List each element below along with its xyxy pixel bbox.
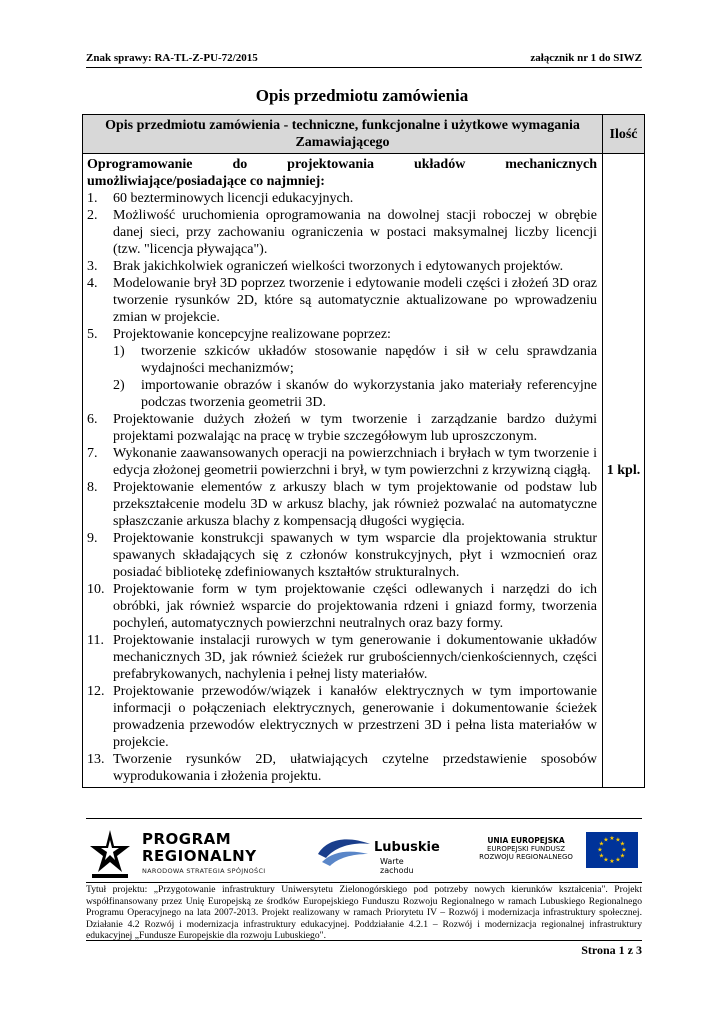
page-number: Strona 1 z 3 <box>581 943 642 957</box>
lubuskie-emblem-icon <box>314 832 374 872</box>
svg-text:★: ★ <box>615 836 621 844</box>
svg-text:★: ★ <box>598 840 605 848</box>
description-column-header: Opis przedmiotu zamówienia - techniczne, funkcjonalne i użytkowe wymagania Zamawiającego <box>83 115 603 154</box>
eu-flag-icon <box>586 832 638 868</box>
sub-list-item: 1) tworzenie szkiców układów stosowanie napędów i sił w celu sprawdzania wydajności mechanizmów; <box>113 344 597 376</box>
requirements-cell <box>83 154 603 788</box>
list-item: 8. Projektowanie elementów z arkuszy blach w tym projektowanie od podstaw lub przekształcenie modelu 3D w arkusz blachy, jak również pozwalać na automatyczne spłaszczanie arkusza blachy z kompensacją długości wygięcia. <box>87 480 597 529</box>
list-item: 10. Projektowanie form w tym projektowanie części odlewanych i narzędzi do ich obróbki, jak również wsparcie do projektowania rdzeni i gniazd formy, tworzenia pochyleń, automatycznych powierzchni neutralnych oraz bazy formy. <box>87 582 597 631</box>
quantity-cell: 1 kpl. <box>603 154 645 788</box>
case-reference: Znak sprawy: RA-TL-Z-PU-72/2015 <box>86 52 258 64</box>
list-item: 12. Projektowanie przewodów/wiązek i kanałów elektrycznych w tym importowanie informacji o połączeniach elektrycznych, generowanie i dokumentowanie ścieżek prowadzenia przewodów elektrycznych w przestrzeni 3D i pełna lista materiałów w projekcie. <box>87 684 597 750</box>
list-item: 13. Tworzenie rysunków 2D, ułatwiających czytelne przedstawienie sposobów wyprodukowania i złożenia projektu. <box>87 752 597 784</box>
program-regionalny-logo: PROGRAM REGIONALNY NARODOWA STRATEGIA SPÓJNOŚCI <box>142 830 266 875</box>
page-title: Opis przedmiotu zamówienia <box>255 86 469 105</box>
list-item: 2. Możliwość uruchomienia oprogramowania na dowolnej stacji roboczej w obrębie danej sieci, przy zachowaniu ograniczenia w postaci maksymalnej liczby licencji (tzw. "licencja pływająca"). <box>87 208 597 257</box>
list-item: 5. Projektowanie koncepcyjne realizowane poprzez: 1) tworzenie szkiców układów stosowanie napędów i sił w celu sprawdzania wydajności mechanizmów; 2) importowanie obrazów i skanów do wykorzystania jako materiały referencyjne podczas tworzenia geometrii 3D. <box>87 327 597 410</box>
svg-text:★: ★ <box>603 856 609 864</box>
footer-divider <box>86 882 642 883</box>
list-item: 1. 60 bezterminowych licencji edukacyjnych. <box>87 191 354 206</box>
svg-text:★: ★ <box>621 846 627 854</box>
list-item: 4. Modelowanie brył 3D poprzez tworzenie i edytowanie modeli części i złożeń 3D oraz tworzenie rysunków 2D, które są automatycznie aktualizowane po wprowadzeniu zmian w projekcie. <box>87 276 597 325</box>
footer-divider-bottom <box>86 940 642 941</box>
requirements-intro: Oprogramowanie do projektowania układów mechanicznych umożliwiające/posiadające co najmniej: <box>87 157 597 189</box>
funding-logos <box>86 826 642 882</box>
logo-divider <box>86 818 642 819</box>
specification-table <box>82 114 645 788</box>
svg-text:★: ★ <box>597 846 603 854</box>
project-footer-text: Tytuł projektu: „Przygotowanie infrastruktury Uniwersytetu Zielonogórskiego pod potrzeby nowych kierunków kształcenia". Projekt współfinansowany przez Unię Europejską ze środków Europejskiego Funduszu Rozwoju Regionalnego w ramach Lubuskiego Regionalnego Programu Operacyjnego na lata 2007-2013. Projekt realizowany w ramach Priorytetu IV – Rozwój i modernizacja infrastruktury społecznej. Działanie 4.2 Rozwój i modernizacja infrastruktury edukacyjnej. Poddziałanie 4.2.1 – Rozwój i modernizacja regionalnej infrastruktury edukacyjnej „Fundusze Europejskie dla rozwoju Lubuskiego". <box>86 884 642 941</box>
list-item: 3. Brak jakichkolwiek ograniczeń wielkości tworzonych i edytowanych projektów. <box>87 259 564 274</box>
document-header <box>86 52 642 68</box>
svg-text:★: ★ <box>615 856 621 864</box>
svg-text:★: ★ <box>609 858 615 865</box>
svg-text:★: ★ <box>619 840 626 848</box>
program-regionalny-emblem-icon <box>88 828 132 880</box>
svg-text:★: ★ <box>598 852 605 860</box>
svg-text:★: ★ <box>609 835 615 842</box>
svg-text:★: ★ <box>619 852 626 860</box>
lubuskie-logo: Lubuskie Warte zachodu <box>314 832 374 877</box>
list-item: 9. Projektowanie konstrukcji spawanych w tym wsparcie dla projektowania struktur spawanych składających się z członów konstrukcyjnych, płyt i wzmocnień oraz posiadać bibliotekę zdefiniowanych kształtów strukturalnych. <box>87 531 597 580</box>
sub-list-item: 2) importowanie obrazów i skanów do wykorzystania jako materiały referencyjne podczas tworzenia geometrii 3D. <box>113 378 597 410</box>
list-item: 11. Projektowanie instalacji rurowych w tym generowanie i dokumentowanie układów mechanicznych 3D, jak również ścieżek rur grubościennych/cienkościennych, części prefabrykowanych, nachylenia i pełnej listy materiałów. <box>87 633 597 682</box>
eu-fund-label: UNIA EUROPEJSKA EUROPEJSKI FUNDUSZ ROZWOJU REGIONALNEGO <box>479 836 573 861</box>
svg-text:★: ★ <box>603 836 609 844</box>
sub-list <box>113 343 597 411</box>
quantity-column-header: Ilość <box>603 115 645 154</box>
requirements-list <box>87 190 597 785</box>
list-item: 7. Wykonanie zaawansowanych operacji na powierzchniach i bryłach w tym tworzenie i edycja złożonej geometrii powierzchni i brył, w tym powierzchni z krzywizną ciągłą. <box>87 446 597 478</box>
list-item: 6. Projektowanie dużych złożeń w tym tworzenie i zarządzanie bardzo dużymi projektami pozwalając na pracę w trybie szczegółowym lub uproszczonym. <box>87 412 597 444</box>
attachment-label: załącznik nr 1 do SIWZ <box>530 52 642 64</box>
